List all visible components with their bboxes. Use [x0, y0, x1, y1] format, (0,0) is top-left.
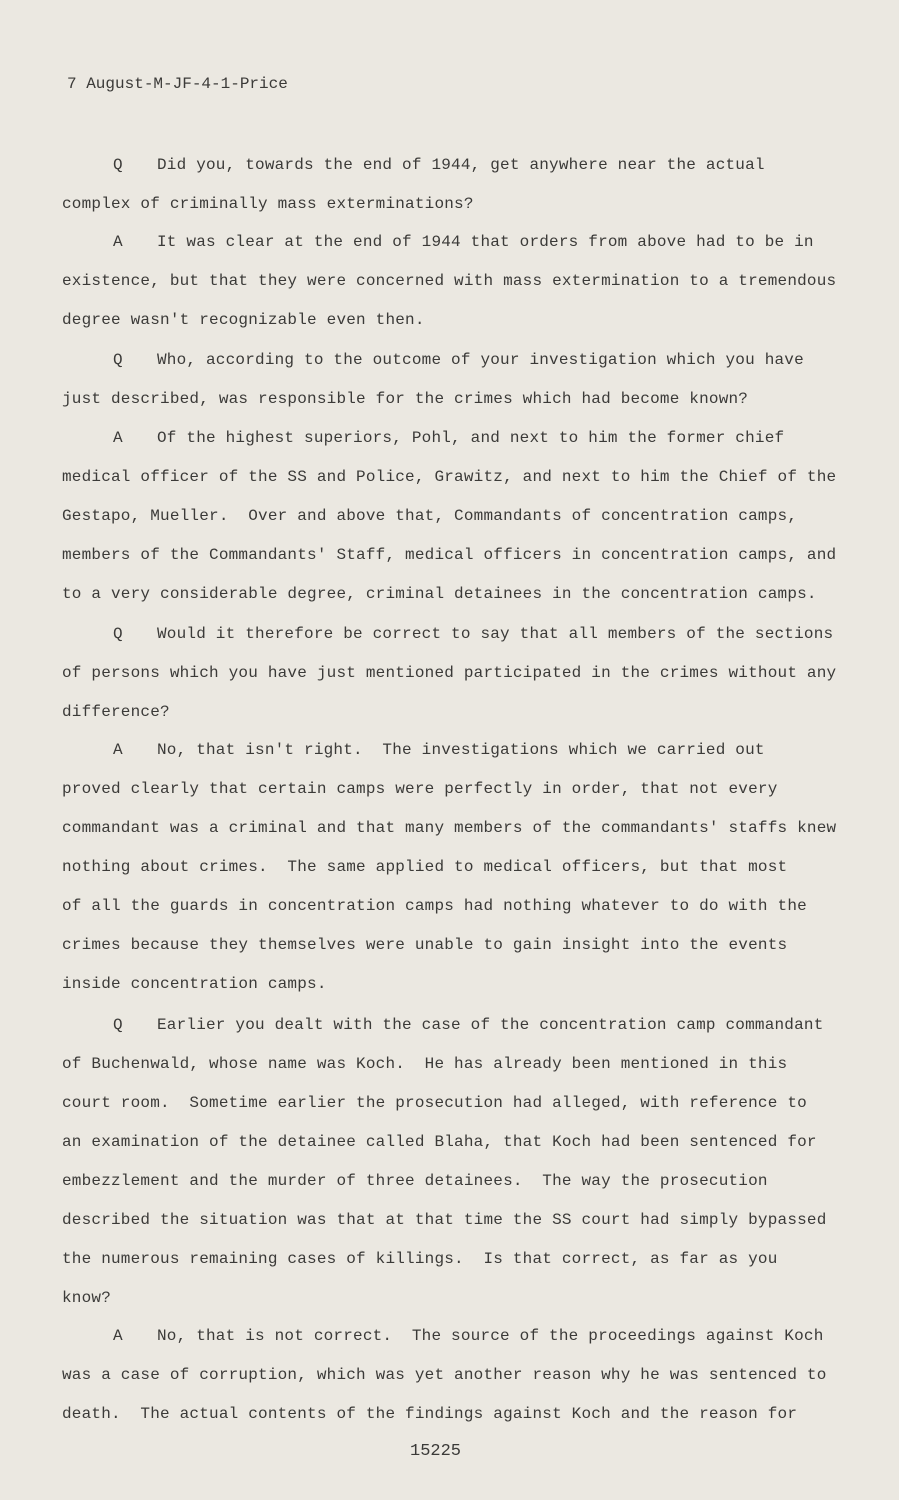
- transcript-line: existence, but that they were concerned with mass extermination to a tremendous: [62, 272, 837, 290]
- transcript-line: know?: [62, 1289, 112, 1307]
- line-text: Would it therefore be correct to say that all members of the sections: [157, 625, 834, 643]
- transcript-line: commandant was a criminal and that many members of the commandants' staffs knew: [62, 819, 837, 837]
- answer-marker: A: [113, 741, 123, 759]
- transcript-line: members of the Commandants' Staff, medical officers in concentration camps, and: [62, 546, 837, 564]
- page-number: 15225: [410, 1442, 462, 1461]
- transcript-line: just described, was responsible for the crimes which had become known?: [62, 390, 749, 408]
- transcript-line: nothing about crimes. The same applied to medical officers, but that most: [62, 858, 788, 876]
- transcript-line: described the situation was that at that time the SS court had simply bypassed: [62, 1211, 827, 1229]
- transcript-line: Gestapo, Mueller. Over and above that, Commandants of concentration camps,: [62, 507, 798, 525]
- transcript-line: the numerous remaining cases of killings. Is that correct, as far as you: [62, 1250, 778, 1268]
- transcript-line: death. The actual contents of the findings against Koch and the reason for: [62, 1405, 798, 1423]
- line-text: Of the highest superiors, Pohl, and next to him the former chief: [157, 429, 785, 447]
- transcript-line: [113, 350, 804, 370]
- line-text: No, that is not correct. The source of the proceedings against Koch: [157, 1327, 824, 1345]
- transcript-line: of persons which you have just mentioned participated in the crimes without any: [62, 664, 837, 682]
- line-text: Did you, towards the end of 1944, get anywhere near the actual: [157, 156, 765, 174]
- answer-marker: A: [113, 1327, 123, 1345]
- transcript-line: an examination of the detainee called Blaha, that Koch had been sentenced for: [62, 1133, 817, 1151]
- transcript-line: [113, 1326, 824, 1346]
- line-text: Earlier you dealt with the case of the concentration camp commandant: [157, 1016, 824, 1034]
- transcript-line: of all the guards in concentration camps had nothing whatever to do with the: [62, 897, 807, 915]
- transcript-line: difference?: [62, 703, 170, 721]
- transcript-line: to a very considerable degree, criminal detainees in the concentration camps.: [62, 585, 817, 603]
- transcript-line: was a case of corruption, which was yet another reason why he was sentenced to: [62, 1366, 827, 1384]
- transcript-line: crimes because they themselves were unable to gain insight into the events: [62, 936, 788, 954]
- transcript-line: proved clearly that certain camps were perfectly in order, that not every: [62, 780, 778, 798]
- transcript-line: embezzlement and the murder of three detainees. The way the prosecution: [62, 1172, 768, 1190]
- transcript-line: inside concentration camps.: [62, 975, 327, 993]
- question-marker: Q: [113, 625, 123, 643]
- transcript-line: [113, 624, 833, 644]
- line-text: It was clear at the end of 1944 that orders from above had to be in: [157, 233, 814, 251]
- transcript-line: [113, 428, 784, 448]
- question-marker: Q: [113, 156, 123, 174]
- transcript-line: [113, 1015, 824, 1035]
- answer-marker: A: [113, 429, 123, 447]
- line-text: No, that isn't right. The investigations which we carried out: [157, 741, 765, 759]
- transcript-line: court room. Sometime earlier the prosecution had alleged, with reference to: [62, 1094, 807, 1112]
- transcript-line: degree wasn't recognizable even then.: [62, 311, 425, 329]
- transcript-line: [113, 155, 765, 175]
- question-marker: Q: [113, 351, 123, 369]
- transcript-line: complex of criminally mass exterminations?: [62, 195, 474, 213]
- transcript-line: [113, 740, 765, 760]
- line-text: Who, according to the outcome of your investigation which you have: [157, 351, 804, 369]
- document-header: 7 August-M-JF-4-1-Price: [67, 75, 288, 93]
- transcript-line: of Buchenwald, whose name was Koch. He has already been mentioned in this: [62, 1055, 788, 1073]
- transcript-line: medical officer of the SS and Police, Grawitz, and next to him the Chief of the: [62, 468, 837, 486]
- question-marker: Q: [113, 1016, 123, 1034]
- answer-marker: A: [113, 233, 123, 251]
- transcript-line: [113, 232, 814, 252]
